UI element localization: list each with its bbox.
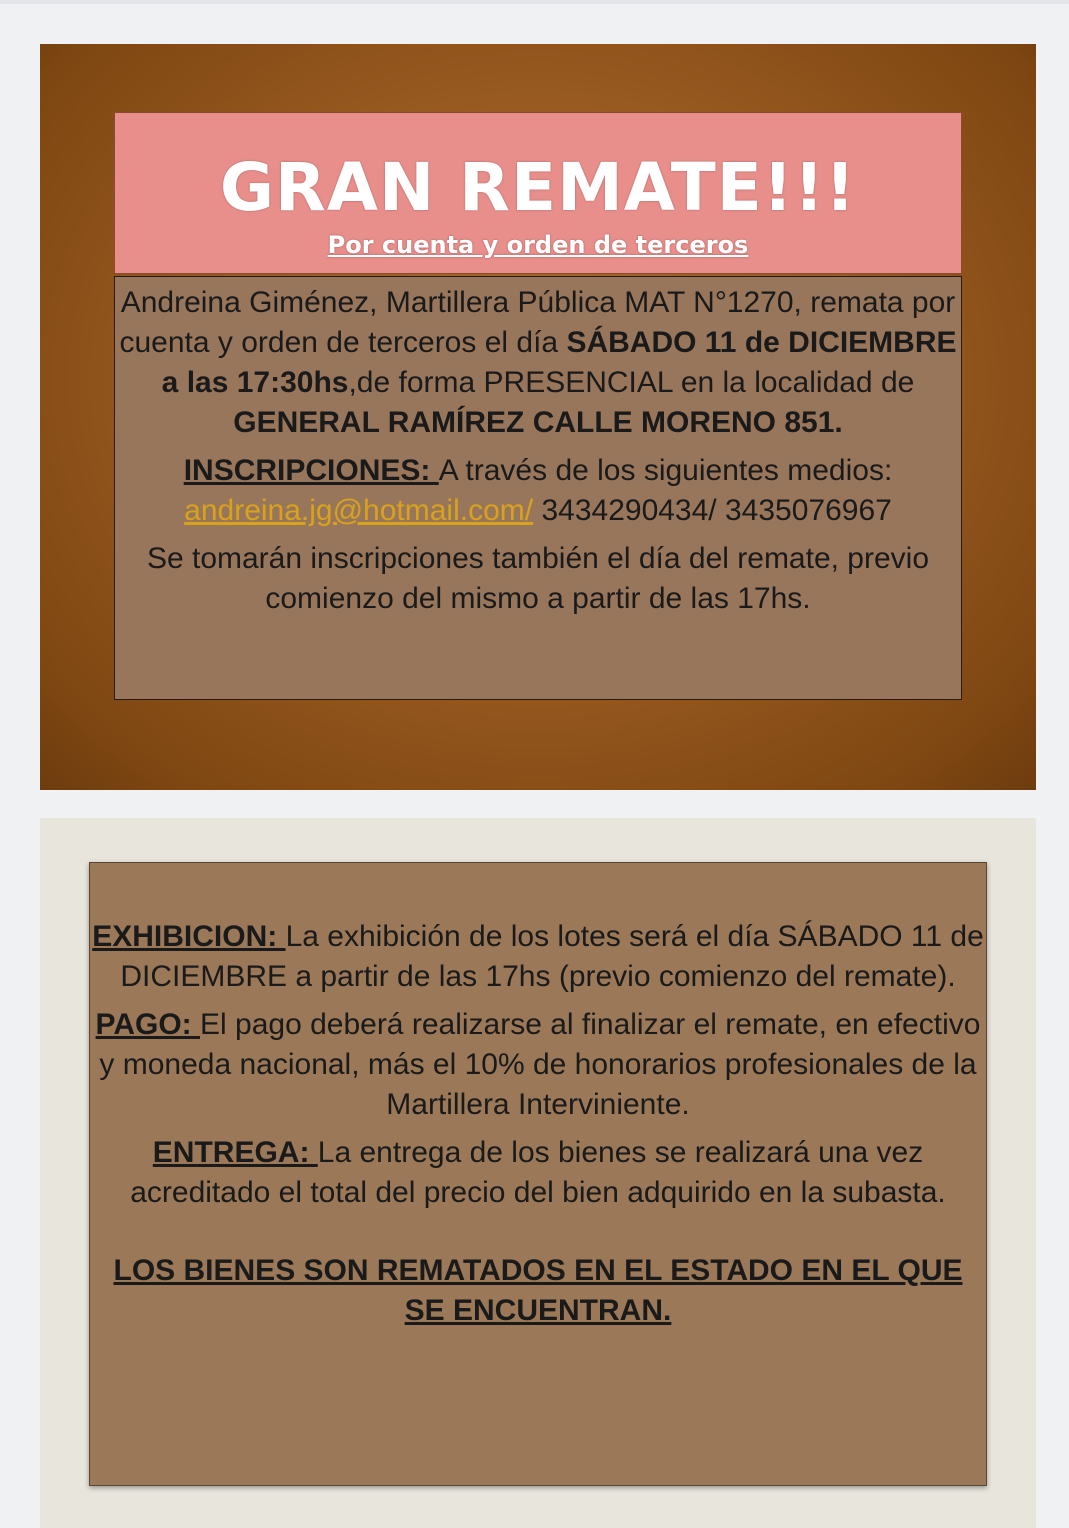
delivery-label: ENTREGA:: [152, 1136, 318, 1169]
registration-label: INSCRIPCIONES:: [183, 454, 439, 487]
page-title: GRAN REMATE!!!: [219, 149, 857, 226]
registration-note: Se tomarán inscripciones también el día del remate, previo comienzo del mismo a partir de las 17hs.: [146, 542, 930, 615]
title-banner: [114, 112, 962, 274]
phone-numbers: 3434290434/ 3435076967: [533, 494, 892, 527]
registration-info: [115, 451, 961, 531]
subtitle: Por cuenta y orden de terceros: [327, 231, 749, 259]
condition-footer-text: LOS BIENES SON REMATADOS EN EL ESTADO EN EL QUE SE ENCUENTRAN.: [113, 1254, 963, 1327]
exhibition-text: La exhibición de los lotes será el día SÁBADO 11 de DICIEMBRE a partir de las 17hs (previo comienzo del remate).: [120, 920, 984, 993]
registration-text: A través de los siguientes medios:: [438, 454, 893, 487]
details-text-2: ,de forma PRESENCIAL en la localidad de: [348, 366, 915, 399]
delivery-section: [90, 1133, 986, 1213]
details-text-1: Andreina Giménez, Martillera Pública MAT N°1270, remata por cuenta y orden de terceros el día: [119, 286, 956, 359]
conditions-box: [89, 862, 987, 1486]
auction-location: GENERAL RAMÍREZ CALLE MORENO 851.: [233, 406, 843, 439]
condition-footer: [90, 1251, 986, 1331]
payment-label: PAGO:: [95, 1008, 200, 1041]
payment-text: El pago deberá realizarse al finalizar el remate, en efectivo y moneda nacional, más el 10% de honorarios profesionales de la Martillera Interviniente.: [99, 1008, 981, 1121]
exhibition-section: [90, 863, 986, 997]
delivery-text: La entrega de los bienes se realizará una vez acreditado el total del precio del bien adquirido en la subasta.: [130, 1136, 946, 1209]
exhibition-label: EXHIBICION:: [92, 920, 286, 953]
email-link[interactable]: andreina.jg@hotmail.com/: [184, 494, 534, 527]
payment-section: [90, 1005, 986, 1125]
auction-date: SÁBADO 11 de DICIEMBRE a las 17:30hs: [161, 326, 957, 399]
slide-auction-announcement: [40, 44, 1036, 790]
auction-info-box: [114, 276, 962, 700]
auction-details: [115, 277, 961, 443]
top-divider: [0, 0, 1069, 4]
slide-auction-conditions: [40, 818, 1036, 1528]
